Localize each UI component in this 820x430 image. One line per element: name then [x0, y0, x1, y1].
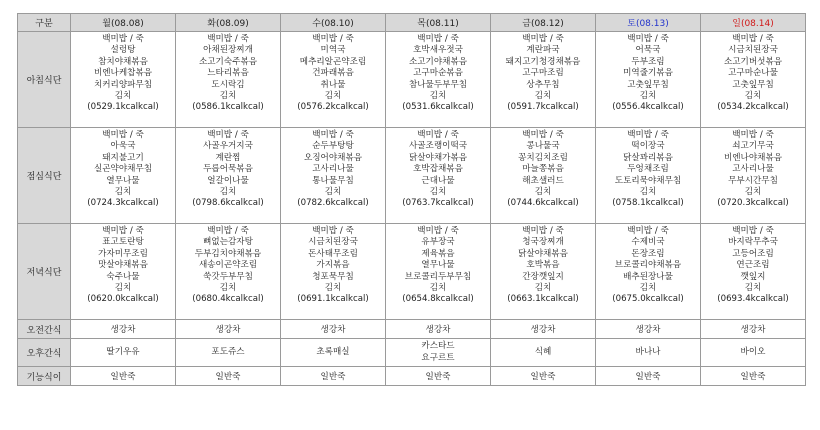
menu-item: 김치 — [534, 283, 552, 294]
snack-row — [18, 339, 806, 367]
menu-item: (0556.4kcalkcal) — [612, 102, 684, 113]
snack-item: 바나나 — [635, 346, 661, 357]
menu-item: 호박볶음 — [526, 260, 560, 271]
day-header-thu: 목(08.11) — [386, 14, 491, 32]
menu-item: 두엉채조림 — [627, 164, 669, 175]
menu-item: 김치 — [114, 283, 132, 294]
snack-cell-wed — [281, 339, 386, 367]
menu-item: 미역국 — [320, 45, 346, 56]
menu-item: 고등어조림 — [732, 248, 774, 259]
menu-item: 백미밥 / 죽 — [522, 226, 564, 236]
menu-item: 건파래볶음 — [312, 68, 354, 79]
snack-cell-sat — [596, 339, 701, 367]
menu-item: 닭살꽈리볶음 — [623, 152, 673, 163]
snack-cell-sat: 생강차 — [596, 320, 701, 339]
menu-item: 깻잎지 — [740, 271, 766, 282]
menu-item: (0531.6kcalkcal) — [402, 102, 474, 113]
menu-item: 느타리볶음 — [207, 68, 249, 79]
menu-item: (0675.0kcalkcal) — [612, 294, 684, 305]
menu-item: 소고기야채볶음 — [408, 56, 468, 67]
snack-cell-tue: 일반죽 — [176, 367, 281, 386]
meal-cell-sat — [596, 128, 701, 224]
menu-item: 고구마순볶음 — [413, 68, 463, 79]
menu-item: 고춧잎무침 — [732, 79, 774, 90]
menu-item: 표고토란탕 — [102, 237, 144, 248]
menu-item: 김치 — [219, 283, 237, 294]
menu-item: (0693.4kcalkcal) — [717, 294, 789, 305]
snack-cell-tue — [176, 339, 281, 367]
meal-cell-mon — [71, 32, 176, 128]
header-row — [18, 14, 806, 32]
menu-item: 백미밥 / 죽 — [312, 34, 354, 44]
menu-item: (0744.6kcalkcal) — [507, 198, 579, 209]
menu-item: 소고기버섯볶음 — [723, 56, 783, 67]
menu-item: 백미밥 / 죽 — [732, 130, 774, 140]
menu-item: 호박잡채볶음 — [413, 164, 463, 175]
menu-item: 김치 — [534, 187, 552, 198]
menu-item: 얼갈이나물 — [207, 175, 249, 186]
menu-item: 숙주나물 — [106, 271, 140, 282]
menu-item: 김치 — [744, 187, 762, 198]
menu-item: (0576.2kcalkcal) — [297, 102, 369, 113]
snack-cell-thu — [386, 339, 491, 367]
menu-item: 치커리양파무침 — [93, 79, 153, 90]
snack-cell-sun: 일반죽 — [701, 367, 806, 386]
day-header-wed: 수(08.10) — [281, 14, 386, 32]
menu-item: (0654.8kcalkcal) — [402, 294, 474, 305]
menu-item: 메추리알곤약조림 — [299, 56, 367, 67]
meal-cell-mon — [71, 128, 176, 224]
snack-item: 포도쥬스 — [211, 346, 245, 357]
menu-item: 김치 — [114, 187, 132, 198]
meal-cell-wed — [281, 224, 386, 320]
row-label: 오전간식 — [18, 320, 71, 339]
snack-item: 카스타드 — [421, 341, 455, 352]
meal-cell-mon — [71, 224, 176, 320]
meal-cell-wed — [281, 32, 386, 128]
meal-cell-sun — [701, 224, 806, 320]
menu-item: (0691.1kcalkcal) — [297, 294, 369, 305]
snack-cell-fri: 생강차 — [491, 320, 596, 339]
meal-plan-table — [17, 13, 806, 386]
menu-item: 가지볶음 — [316, 260, 350, 271]
menu-item: 백미밥 / 죽 — [627, 34, 669, 44]
menu-item: 뼈없는감자탕 — [203, 237, 253, 248]
menu-item: 김치 — [219, 91, 237, 102]
menu-item: 김치 — [114, 91, 132, 102]
menu-item: 백미밥 / 죽 — [417, 34, 459, 44]
menu-item: 설렁탕 — [110, 45, 136, 56]
menu-item: (0591.7kcalkcal) — [507, 102, 579, 113]
menu-item: 김치 — [639, 187, 657, 198]
menu-item: 참치야채볶음 — [98, 56, 148, 67]
menu-item: 브로콜리야채볶음 — [614, 260, 682, 271]
menu-item: 배추된장나물 — [623, 271, 673, 282]
menu-item: 실곤약야채무침 — [93, 164, 153, 175]
menu-item: 닭살야채가볶음 — [408, 152, 468, 163]
snack-cell-thu: 일반죽 — [386, 367, 491, 386]
menu-item: 어묵국 — [635, 45, 661, 56]
menu-item: 김치 — [219, 187, 237, 198]
snack-cell-tue: 생강차 — [176, 320, 281, 339]
menu-item: 돼지고기청경채볶음 — [505, 56, 581, 67]
menu-item: 백미밥 / 죽 — [102, 226, 144, 236]
meal-row — [18, 224, 806, 320]
snack-cell-thu: 생강차 — [386, 320, 491, 339]
menu-item: 백미밥 / 죽 — [102, 34, 144, 44]
menu-item: 백미밥 / 죽 — [522, 34, 564, 44]
menu-item: 고춧잎무침 — [627, 79, 669, 90]
menu-item: 순두부탕탕 — [312, 141, 354, 152]
menu-item: 쑥갓두부무침 — [203, 271, 253, 282]
menu-item: (0763.7kcalkcal) — [402, 198, 474, 209]
menu-item: (0798.6kcalkcal) — [192, 198, 264, 209]
row-label: 오후간식 — [18, 339, 71, 367]
snack-cell-mon: 생강차 — [71, 320, 176, 339]
snack-cell-sun — [701, 339, 806, 367]
menu-item: 비엔나야채볶음 — [723, 152, 783, 163]
menu-item: 소고기숙주볶음 — [198, 56, 258, 67]
menu-item: 유부장국 — [421, 237, 455, 248]
meal-cell-sat — [596, 224, 701, 320]
menu-item: 콩나물국 — [526, 141, 560, 152]
menu-item: 김치 — [639, 283, 657, 294]
menu-item: (0720.3kcalkcal) — [717, 198, 789, 209]
meal-cell-thu — [386, 32, 491, 128]
menu-item: 간장깻잎지 — [522, 271, 564, 282]
snack-cell-fri — [491, 339, 596, 367]
menu-item: 쇠고기무국 — [732, 141, 774, 152]
menu-item: (0758.1kcalkcal) — [612, 198, 684, 209]
menu-item: 계란파국 — [526, 45, 560, 56]
menu-item: 청포묵무침 — [312, 271, 354, 282]
snack-item: 요구르트 — [421, 352, 455, 363]
day-header-sat: 토(08.13) — [596, 14, 701, 32]
menu-item: 통나물무침 — [312, 175, 354, 186]
menu-item: 백미밥 / 죽 — [312, 226, 354, 236]
menu-item: 두릅어묵볶음 — [203, 164, 253, 175]
menu-item: 백미밥 / 죽 — [102, 130, 144, 140]
menu-item: 돼지불고기 — [102, 152, 144, 163]
menu-item: 맛살야채볶음 — [98, 260, 148, 271]
menu-item: (0534.2kcalkcal) — [717, 102, 789, 113]
meal-cell-fri — [491, 32, 596, 128]
menu-item: 도시락김 — [211, 79, 245, 90]
row-label: 점심식단 — [18, 128, 71, 224]
meal-cell-tue — [176, 32, 281, 128]
menu-item: 백미밥 / 죽 — [207, 130, 249, 140]
menu-item: 해초샐러드 — [522, 175, 564, 186]
snack-cell-mon: 일반죽 — [71, 367, 176, 386]
menu-item: 백미밥 / 죽 — [417, 130, 459, 140]
day-header-fri: 금(08.12) — [491, 14, 596, 32]
menu-item: 아욱국 — [110, 141, 136, 152]
menu-item: 연근조림 — [736, 260, 770, 271]
menu-item: 백미밥 / 죽 — [732, 226, 774, 236]
menu-item: 사골조랭이떡국 — [408, 141, 468, 152]
menu-item: 두부김치야채볶음 — [194, 248, 262, 259]
menu-item: (0663.1kcalkcal) — [507, 294, 579, 305]
snack-cell-fri: 일반죽 — [491, 367, 596, 386]
meal-cell-fri — [491, 224, 596, 320]
menu-item: 김치 — [429, 187, 447, 198]
meal-cell-tue — [176, 224, 281, 320]
menu-item: 제육볶음 — [421, 248, 455, 259]
menu-item: 시금치된장국 — [308, 237, 358, 248]
menu-item: 김치 — [744, 91, 762, 102]
menu-item: 꽁치김치조림 — [518, 152, 568, 163]
menu-item: (0724.3kcalkcal) — [87, 198, 159, 209]
day-header-mon: 월(08.08) — [71, 14, 176, 32]
meal-cell-tue — [176, 128, 281, 224]
menu-item: 취나물 — [320, 79, 346, 90]
menu-item: 돈사태무조림 — [308, 248, 358, 259]
meal-cell-sun — [701, 128, 806, 224]
menu-item: (0620.0kcalkcal) — [87, 294, 159, 305]
corner-cell: 구분 — [18, 14, 71, 32]
meal-row — [18, 128, 806, 224]
menu-item: 두부조림 — [631, 56, 665, 67]
menu-item: 새송이곤약조림 — [198, 260, 258, 271]
menu-item: 백미밥 / 죽 — [207, 34, 249, 44]
menu-item: (0529.1kcalkcal) — [87, 102, 159, 113]
day-header-tue: 화(08.09) — [176, 14, 281, 32]
menu-item: 계란찜 — [215, 152, 241, 163]
snack-row — [18, 367, 806, 386]
menu-item: 가자미무조림 — [98, 248, 148, 259]
menu-item: 시금치된장국 — [728, 45, 778, 56]
menu-item: 돈장조림 — [631, 248, 665, 259]
snack-cell-wed: 일반죽 — [281, 367, 386, 386]
menu-item: 김치 — [639, 91, 657, 102]
menu-item: (0782.6kcalkcal) — [297, 198, 369, 209]
snack-row — [18, 320, 806, 339]
menu-item: 아채된장찌개 — [203, 45, 253, 56]
menu-item: 브로콜리두부무침 — [404, 271, 472, 282]
menu-item: 백미밥 / 죽 — [627, 130, 669, 140]
snack-item: 바이오 — [740, 346, 766, 357]
meal-row — [18, 32, 806, 128]
menu-item: 미역줄기볶음 — [623, 68, 673, 79]
menu-item: 김치 — [429, 283, 447, 294]
menu-item: 오징어야채볶음 — [303, 152, 363, 163]
menu-item: 호박새우젓국 — [413, 45, 463, 56]
meal-cell-sat — [596, 32, 701, 128]
snack-cell-sat: 일반죽 — [596, 367, 701, 386]
menu-item: 고구마순나물 — [728, 68, 778, 79]
menu-item: 참나물두부무침 — [408, 79, 468, 90]
menu-item: 김치 — [429, 91, 447, 102]
menu-item: 백미밥 / 죽 — [732, 34, 774, 44]
row-label: 저녁식단 — [18, 224, 71, 320]
meal-cell-thu — [386, 224, 491, 320]
meal-cell-sun — [701, 32, 806, 128]
menu-item: 떡이장국 — [631, 141, 665, 152]
menu-item: (0586.1kcalkcal) — [192, 102, 264, 113]
menu-item: 백미밥 / 죽 — [522, 130, 564, 140]
menu-item: (0680.4kcalkcal) — [192, 294, 264, 305]
menu-item: 비엔나케찹볶음 — [93, 68, 153, 79]
snack-cell-sun: 생강차 — [701, 320, 806, 339]
snack-cell-mon — [71, 339, 176, 367]
menu-item: 백미밥 / 죽 — [417, 226, 459, 236]
menu-item: 열무나물 — [421, 260, 455, 271]
meal-cell-thu — [386, 128, 491, 224]
snack-item: 초록매실 — [316, 346, 350, 357]
menu-item: 무부시간무침 — [728, 175, 778, 186]
day-header-sun: 일(08.14) — [701, 14, 806, 32]
snack-item: 딸기우유 — [106, 346, 140, 357]
menu-item: 김치 — [744, 283, 762, 294]
menu-item: 김치 — [324, 187, 342, 198]
meal-cell-wed — [281, 128, 386, 224]
menu-item: 닭살야채볶음 — [518, 248, 568, 259]
menu-item: 도토리묵야채무침 — [614, 175, 682, 186]
menu-item: 고구마조림 — [522, 68, 564, 79]
menu-item: 바지락무추국 — [728, 237, 778, 248]
row-label: 아침식단 — [18, 32, 71, 128]
menu-item: 고사리나물 — [312, 164, 354, 175]
menu-item: 마늘쫑볶음 — [522, 164, 564, 175]
menu-item: 열무나물 — [106, 175, 140, 186]
snack-item: 식혜 — [534, 346, 552, 357]
menu-item: 백미밥 / 죽 — [627, 226, 669, 236]
snack-cell-wed: 생강차 — [281, 320, 386, 339]
menu-item: 고사리나물 — [732, 164, 774, 175]
menu-item: 김치 — [534, 91, 552, 102]
menu-item: 백미밥 / 죽 — [207, 226, 249, 236]
menu-item: 사골우거지국 — [203, 141, 253, 152]
menu-item: 수제비국 — [631, 237, 665, 248]
menu-item: 백미밥 / 죽 — [312, 130, 354, 140]
meal-cell-fri — [491, 128, 596, 224]
menu-item: 근대나물 — [421, 175, 455, 186]
menu-item: 김치 — [324, 91, 342, 102]
row-label: 기능식이 — [18, 367, 71, 386]
menu-item: 상추무침 — [526, 79, 560, 90]
menu-item: 청국장찌개 — [522, 237, 564, 248]
menu-item: 김치 — [324, 283, 342, 294]
